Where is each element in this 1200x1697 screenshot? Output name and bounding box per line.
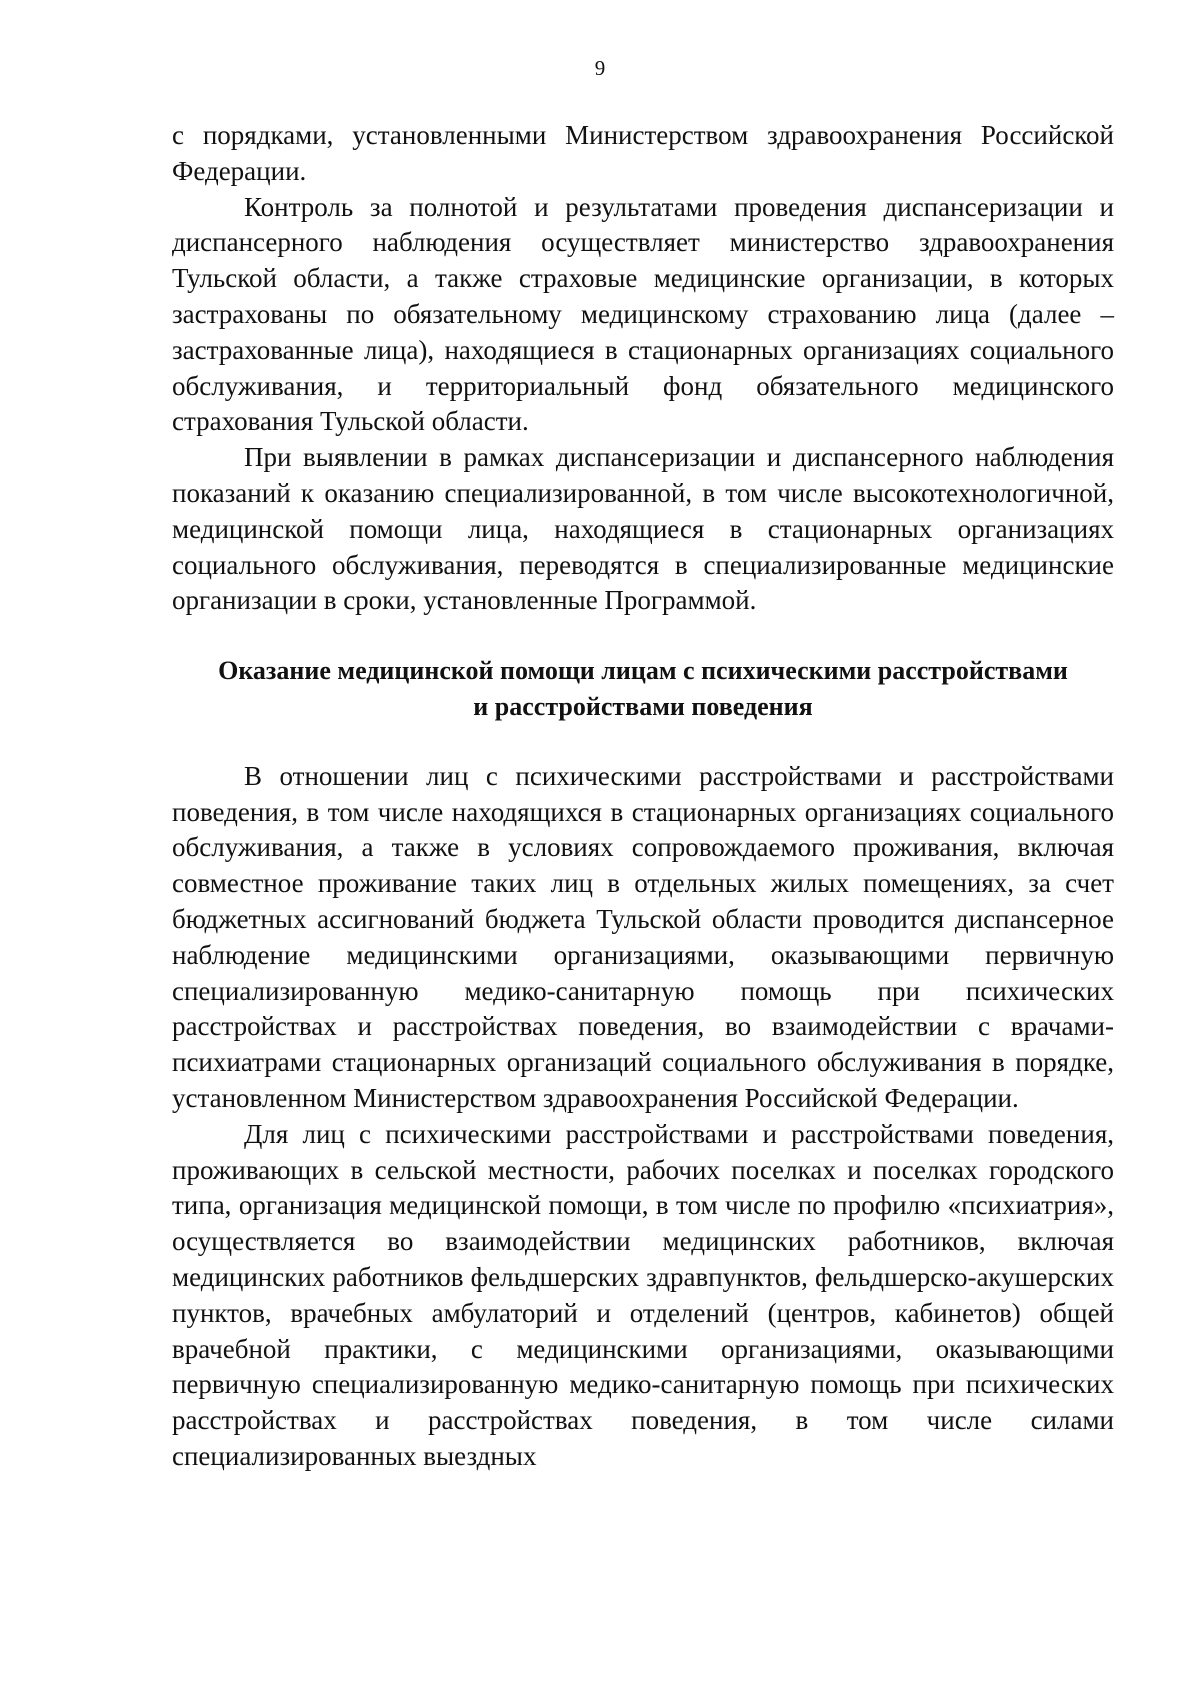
section-heading-line-1: Оказание медицинской помощи лицам с психическими расстройствами: [218, 656, 1068, 686]
paragraph-continuation: с порядками, установленными Министерством здравоохранения Российской Федерации.: [172, 120, 1114, 186]
paragraph-transfer: При выявлении в рамках диспансеризации и диспансерного наблюдения показаний к оказанию специализированной, в том числе высокотехнологичной, медицинской помощи лица, находящиеся в стационарных организациях социального обслуживания, переводятся в специализированные медицинские организации в сроки, установленные Программой.: [172, 442, 1114, 616]
section-heading: [172, 653, 1114, 725]
paragraph-control: Контроль за полнотой и результатами проведения диспансеризации и диспансерного наблюдения осуществляет министерство здравоохранения Тульской области, а также страховые медицинские организации, в которых застрахованы по обязательному медицинскому страхованию лица (далее – застрахованные лица), находящиеся в стационарных организациях социального обслуживания, и территориальный фонд обязательного медицинского страхования Тульской области.: [172, 191, 1114, 437]
paragraph-rural-care: Для лиц с психическими расстройствами и расстройствами поведения, проживающих в сельской местности, рабочих поселках и поселках городского типа, организация медицинской помощи, в том числе по профилю «психиатрия», осуществляется во взаимодействии медицинских работников, включая медицинских работников фельдшерских здравпунктов, фельдшерско-акушерских пунктов, врачебных амбулаторий и отделений (центров, кабинетов) общей врачебной практики, с медицинскими организациями, оказывающими первичную специализированную медико-санитарную помощь при психических расстройствах и расстройствах поведения, в том числе силами специализированных выездных: [172, 1118, 1114, 1471]
paragraph-dispensary-observation: В отношении лиц с психическими расстройствами и расстройствами поведения, в том числе находящихся в стационарных организациях социального обслуживания, а также в условиях сопровождаемого проживания, включая совместное проживание таких лиц в отдельных жилых помещениях, за счет бюджетных ассигнований бюджета Тульской области проводится диспансерное наблюдение медицинскими организациями, оказывающими первичную специализированную медико-санитарную помощь при психических расстройствах и расстройствах поведения, во взаимодействии с врачами-психиатрами стационарных организаций социального обслуживания в порядке, установленном Министерством здравоохранения Российской Федерации.: [172, 760, 1114, 1113]
section-heading-line-2: и расстройствами поведения: [473, 691, 813, 721]
document-body: [172, 118, 1114, 1475]
page-number: 9: [594, 56, 606, 80]
